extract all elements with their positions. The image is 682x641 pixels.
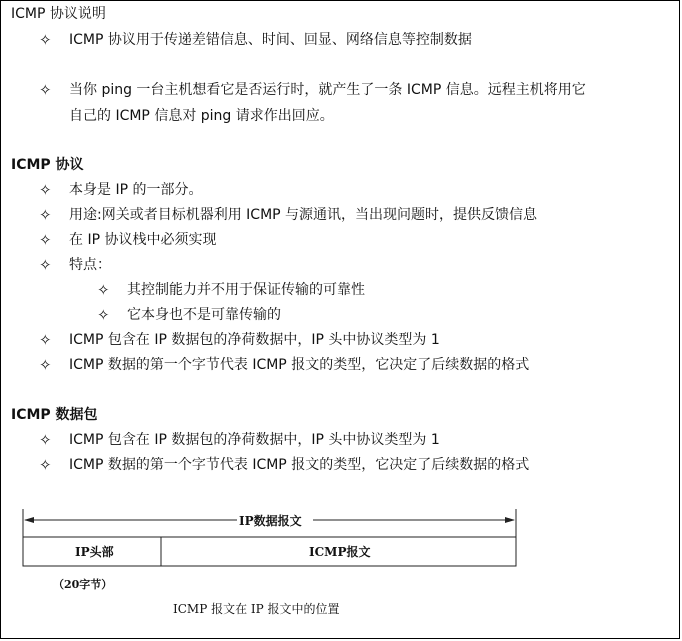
header-size-label: （20字节） bbox=[53, 578, 113, 591]
section-title-icmp-protocol: ICMP 协议 bbox=[11, 157, 84, 173]
list-item: 特点： bbox=[69, 257, 111, 273]
sub-list-item: 它本身也不是可靠传输的 bbox=[127, 307, 281, 323]
icmp-message-label: ICMP报文 bbox=[309, 545, 371, 559]
bullet-icon: ✧ bbox=[39, 356, 52, 374]
bullet-icon: ✧ bbox=[39, 31, 52, 49]
list-item: ICMP 协议用于传递差错信息、时间、回显、网络信息等控制数据 bbox=[69, 32, 472, 48]
list-item: 当你 ping 一台主机想看它是否运行时，就产生了一条 ICMP 信息。远程主机将用它 bbox=[69, 82, 586, 98]
section-title-icmp-description: ICMP 协议说明 bbox=[11, 6, 106, 22]
list-item: 用途:网关或者目标机器利用 ICMP 与源通讯，当出现问题时，提供反馈信息 bbox=[69, 207, 538, 223]
list-item: ICMP 包含在 IP 数据包的净荷数据中，IP 头中协议类型为 1 bbox=[69, 432, 440, 448]
bullet-icon: ✧ bbox=[39, 431, 52, 449]
bullet-icon: ✧ bbox=[39, 206, 52, 224]
sub-bullet-icon: ✧ bbox=[97, 306, 110, 324]
arrow-left-icon bbox=[24, 517, 34, 523]
list-item: 本身是 IP 的一部分。 bbox=[69, 182, 203, 198]
list-item: ICMP 数据的第一个字节代表 ICMP 报文的类型，它决定了后续数据的格式 bbox=[69, 357, 530, 373]
sub-bullet-icon: ✧ bbox=[97, 281, 110, 299]
bullet-icon: ✧ bbox=[39, 181, 52, 199]
bullet-icon: ✧ bbox=[39, 256, 52, 274]
arrow-right-icon bbox=[505, 517, 515, 523]
list-item: ICMP 数据的第一个字节代表 ICMP 报文的类型，它决定了后续数据的格式 bbox=[69, 457, 530, 473]
bullet-icon: ✧ bbox=[39, 456, 52, 474]
ip-header-label: IP头部 bbox=[75, 545, 114, 559]
section-title-icmp-packet: ICMP 数据包 bbox=[11, 407, 98, 423]
list-item-continuation: 自己的 ICMP 信息对 ping 请求作出回应。 bbox=[69, 108, 334, 124]
sub-list-item: 其控制能力并不用于保证传输的可靠性 bbox=[127, 282, 365, 298]
bullet-icon: ✧ bbox=[39, 81, 52, 99]
figure-caption: ICMP 报文在 IP 报文中的位置 bbox=[173, 602, 340, 616]
list-item: ICMP 包含在 IP 数据包的净荷数据中，IP 头中协议类型为 1 bbox=[69, 332, 440, 348]
bullet-icon: ✧ bbox=[39, 331, 52, 349]
ip-datagram-label: IP数据报文 bbox=[239, 514, 302, 528]
list-item: 在 IP 协议栈中必须实现 bbox=[69, 232, 217, 248]
bullet-icon: ✧ bbox=[39, 231, 52, 249]
